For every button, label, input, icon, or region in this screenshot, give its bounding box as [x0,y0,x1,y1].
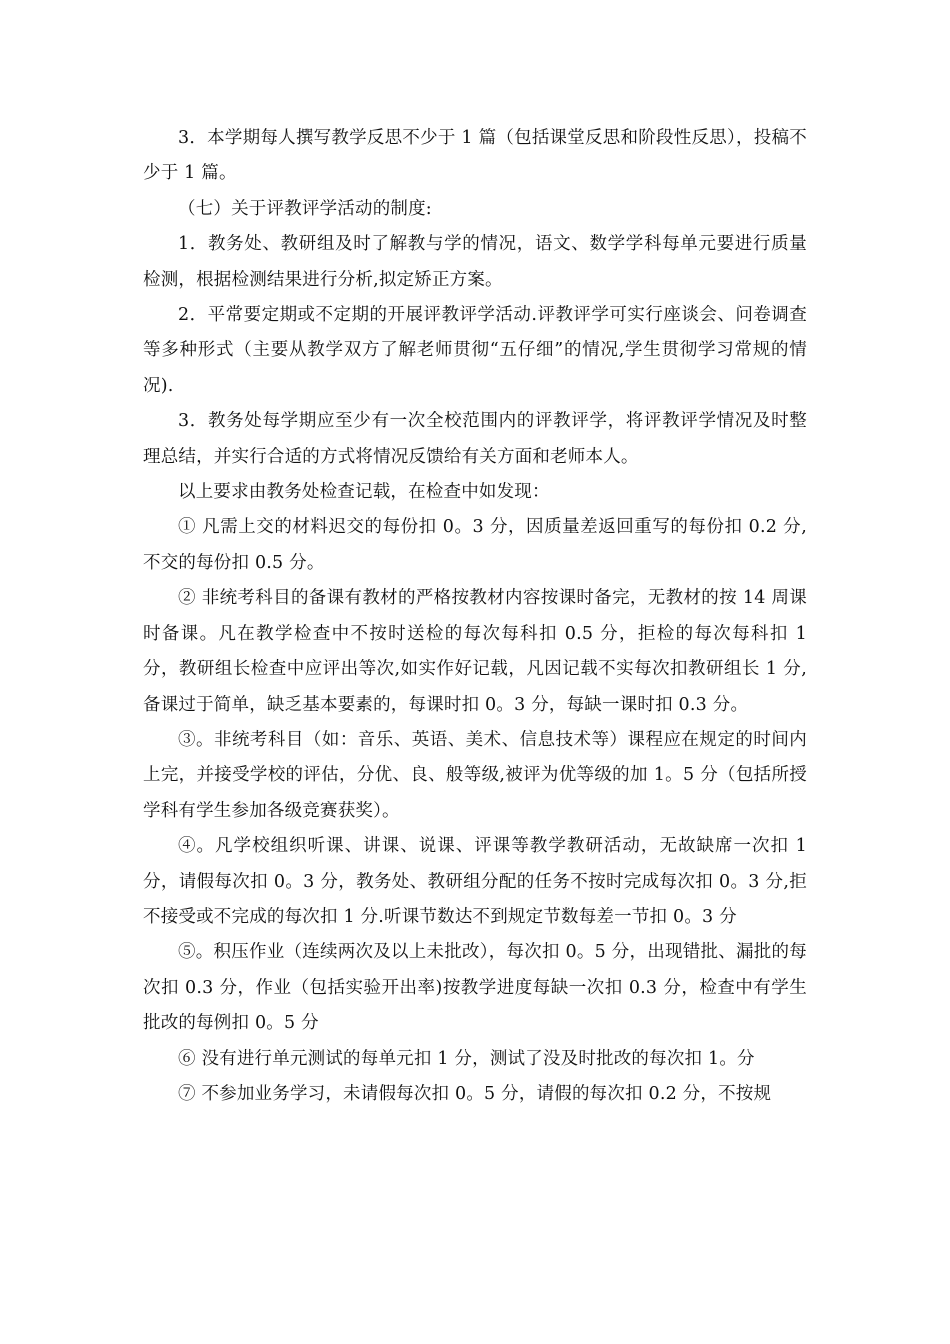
paragraph: 2．平常要定期或不定期的开展评教评学活动.评教评学可实行座谈会、问卷调查等多种形式（主要从教学双方了解老师贯彻“五仔细”的情况,学生贯彻学习常规的情况). [143,305,807,396]
section-heading: （七）关于评教评学活动的制度: [178,198,432,219]
penalty-item: ③。非统考科目（如：音乐、英语、美术、信息技术等）课程应在规定的时间内上完，并接受学校的评估，分优、良、般等级,被评为优等级的加 1。5 分（包括所授学科有学生参加各级竞赛获奖）。 [143,729,807,821]
penalty-item: ⑦ 不参加业务学习，未请假每次扣 0。5 分，请假的每次扣 0.2 分，不按规 [178,1083,772,1104]
penalty-item: ② 非统考科目的备课有教材的严格按教材内容按课时备完，无教材的按 14 周课时备课。凡在教学检查中不按时送检的每次每科扣 0.5 分，拒检的每次每科扣 1 分，教研组长检查中应评出等次,如实作好记载，凡因记载不实每次扣教研组长 1 分,备课过于简单，缺乏基本要素的，每课时扣 0。3 分，每缺一课时扣 0.3 分。 [143,588,807,715]
penalty-item: ④。凡学校组织听课、讲课、说课、评课等教学教研活动，无故缺席一次扣 1 分，请假每次扣 0。3 分，教务处、教研组分配的任务不按时完成每次扣 0。3 分,拒不接受或不完成的每次扣 1 分.听课节数达不到规定节数每差一节扣 0。3 分 [143,836,807,927]
paragraph: 3．本学期每人撰写教学反思不少于 1 篇（包括课堂反思和阶段性反思），投稿不少于 1 篇。 [143,128,807,184]
document-body [143,121,807,1112]
penalty-item: ⑤。积压作业（连续两次及以上未批改），每次扣 0。5 分，出现错批、漏批的每次扣 0.3 分，作业（包括实验开出率)按教学进度每缺一次扣 0.3 分，检查中有学生批改的每例扣 0。5 分 [143,942,807,1034]
penalty-item: ⑥ 没有进行单元测试的每单元扣 1 分，测试了没及时批改的每次扣 1。分 [178,1048,755,1069]
penalty-item: ① 凡需上交的材料迟交的每份扣 0。3 分，因质量差返回重写的每份扣 0.2 分,不交的每份扣 0.5 分。 [143,517,807,573]
paragraph: 1．教务处、教研组及时了解教与学的情况，语文、数学学科每单元要进行质量检测，根据检测结果进行分析,拟定矫正方案。 [143,234,807,290]
paragraph: 3．教务处每学期应至少有一次全校范围内的评教评学，将评教评学情况及时整理总结，并实行合适的方式将情况反馈给有关方面和老师本人。 [143,411,807,467]
paragraph: 以上要求由教务处检查记载，在检查中如发现： [178,482,550,503]
